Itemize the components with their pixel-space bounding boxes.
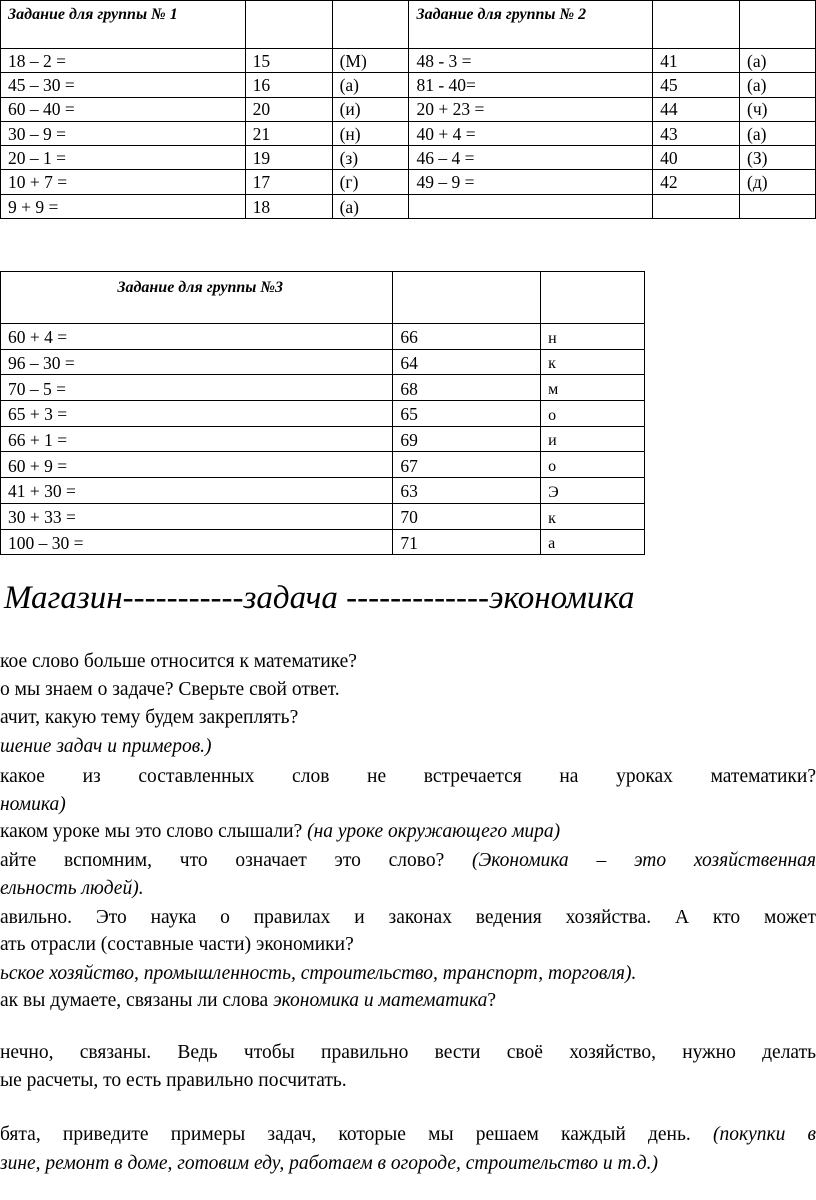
table-cell: 10 + 7 =	[1, 170, 246, 194]
table-cell: 96 – 30 =	[1, 349, 393, 375]
italic-text: шение задач и примеров.)	[0, 737, 212, 757]
text-segment: авильно. Это наука о правилах и законах ведения хозяйства. А кто может	[0, 908, 816, 928]
table-cell: 64	[393, 349, 541, 375]
table-cell: (и)	[332, 97, 409, 121]
italic-text: ьское хозяйство, промышленность, строительство, транспорт, торговля).	[0, 964, 637, 984]
italic-text: (на уроке окружающего мира)	[307, 822, 561, 842]
table-cell: (з)	[332, 146, 409, 170]
table-cell: 20 + 23 =	[409, 97, 653, 121]
table-row	[1, 426, 645, 452]
italic-text: (Экономика – это хозяйственная	[472, 851, 816, 871]
table-header-row	[1, 272, 645, 324]
table-cell: (З)	[740, 146, 816, 170]
table-cell: 16	[245, 73, 332, 97]
text-line	[0, 908, 816, 928]
table-cell: к	[541, 349, 645, 375]
table-cell	[740, 194, 816, 218]
text-segment: ые расчеты, то есть правильно посчитать.	[0, 1071, 347, 1091]
table-row	[1, 478, 645, 504]
text-line	[0, 795, 816, 815]
group-tasks-table-1-2	[0, 0, 816, 219]
text-line	[0, 708, 816, 728]
table-cell: (М)	[332, 49, 409, 73]
table-cell: 41 + 30 =	[1, 478, 393, 504]
text-line	[0, 822, 816, 842]
table-cell: 66 + 1 =	[1, 426, 393, 452]
italic-text: ельность людей).	[0, 879, 144, 899]
table-row	[1, 194, 816, 218]
italic-text: экономика и математика	[273, 991, 488, 1011]
table-cell: 43	[653, 121, 740, 145]
text-segment: ?	[487, 991, 497, 1011]
table-cell: 71	[393, 529, 541, 555]
table-cell: 68	[393, 375, 541, 401]
text-segment: ачит, какую тему будем закреплять?	[0, 708, 299, 728]
table-cell: 46 – 4 =	[409, 146, 653, 170]
table-cell: 18 – 2 =	[1, 49, 246, 73]
table-header-cell	[332, 1, 409, 49]
text-line	[0, 767, 816, 787]
table-cell: 81 - 40=	[409, 73, 653, 97]
table-cell: 30 – 9 =	[1, 121, 246, 145]
table-row	[1, 324, 645, 350]
table-header-row	[1, 1, 816, 49]
table-cell: 63	[393, 478, 541, 504]
text-segment: ать отрасли (составные части) экономики?	[0, 935, 354, 955]
table-cell: 60 – 40 =	[1, 97, 246, 121]
table-row	[1, 452, 645, 478]
table-cell: (а)	[332, 73, 409, 97]
table-cell: м	[541, 375, 645, 401]
text-line	[0, 935, 816, 955]
table-row	[1, 146, 816, 170]
table-cell: 48 - 3 =	[409, 49, 653, 73]
table-row	[1, 170, 816, 194]
table-cell: (а)	[332, 194, 409, 218]
table-cell: 49 – 9 =	[409, 170, 653, 194]
text-line	[0, 1071, 816, 1091]
table-header-cell	[740, 1, 816, 49]
table-row	[1, 375, 645, 401]
group-tasks-table-3	[0, 271, 645, 555]
text-line	[0, 879, 816, 899]
italic-text: номика)	[0, 795, 66, 815]
table-cell: 40 + 4 =	[409, 121, 653, 145]
table-cell: а	[541, 529, 645, 555]
text-segment: каком уроке мы это слово слышали?	[0, 822, 308, 842]
table-cell: 45	[653, 73, 740, 97]
text-line	[0, 737, 816, 757]
section-heading: Магазин-----------задача -------------экономика	[4, 580, 635, 616]
table-cell: 20	[245, 97, 332, 121]
table-cell: 69	[393, 426, 541, 452]
text-segment: айте вспомним, что означает это слово?	[0, 851, 473, 871]
table-header-cell: Задание для группы №3	[1, 272, 393, 324]
table-row	[1, 529, 645, 555]
table-cell: 42	[653, 170, 740, 194]
table-cell: 60 + 9 =	[1, 452, 393, 478]
text-segment: бята, приведите примеры задач, которые мы решаем каждый день.	[0, 1125, 713, 1145]
table-cell: и	[541, 426, 645, 452]
text-line	[0, 1043, 816, 1063]
table-cell: (а)	[740, 49, 816, 73]
table-cell: (а)	[740, 73, 816, 97]
text-segment: кое слово больше относится к математике?	[0, 652, 357, 672]
table-row	[1, 121, 816, 145]
text-line	[0, 1125, 816, 1145]
table-header-cell	[393, 272, 541, 324]
table-cell: 70	[393, 503, 541, 529]
table-cell: н	[541, 324, 645, 350]
table-row	[1, 349, 645, 375]
table-cell: 60 + 4 =	[1, 324, 393, 350]
table-cell: о	[541, 452, 645, 478]
table-cell: 44	[653, 97, 740, 121]
table-cell: 21	[245, 121, 332, 145]
text-line	[0, 680, 816, 700]
table-cell	[653, 194, 740, 218]
table-cell: 45 – 30 =	[1, 73, 246, 97]
table-row	[1, 401, 645, 427]
table-header-cell: Задание для группы № 2	[409, 1, 653, 49]
table-cell: 19	[245, 146, 332, 170]
table-cell: 17	[245, 170, 332, 194]
text-line	[0, 851, 816, 871]
text-line	[0, 964, 816, 984]
table-cell: 65 + 3 =	[1, 401, 393, 427]
text-segment: какое из составленных слов не встречается на уроках математики?	[0, 767, 816, 787]
text-line	[0, 652, 816, 672]
italic-text: зине, ремонт в доме, готовим еду, работаем в огороде, строительство и т.д.)	[0, 1154, 658, 1174]
table-cell: (д)	[740, 170, 816, 194]
text-line	[0, 1154, 816, 1174]
table-header-cell	[245, 1, 332, 49]
table-cell: 66	[393, 324, 541, 350]
table-cell: Э	[541, 478, 645, 504]
text-segment: нечно, связаны. Ведь чтобы правильно вести своё хозяйство, нужно делать	[0, 1043, 816, 1063]
table-cell: 18	[245, 194, 332, 218]
table-cell: (г)	[332, 170, 409, 194]
table-cell: (ч)	[740, 97, 816, 121]
table-cell: (а)	[740, 121, 816, 145]
table-cell: 41	[653, 49, 740, 73]
text-segment: о мы знаем о задаче? Сверьте свой ответ.	[0, 680, 340, 700]
table-row	[1, 97, 816, 121]
table-cell: 67	[393, 452, 541, 478]
text-segment: ак вы думаете, связаны ли слова	[0, 991, 274, 1011]
italic-text: (покупки в	[712, 1125, 816, 1145]
table-cell: о	[541, 401, 645, 427]
text-line	[0, 991, 816, 1011]
table-cell: 70 – 5 =	[1, 375, 393, 401]
table-cell: (н)	[332, 121, 409, 145]
table-cell: к	[541, 503, 645, 529]
table-row	[1, 49, 816, 73]
table-cell: 100 – 30 =	[1, 529, 393, 555]
table-row	[1, 503, 645, 529]
table-header-cell: Задание для группы № 1	[1, 1, 246, 49]
table-cell: 40	[653, 146, 740, 170]
table-cell	[409, 194, 653, 218]
table-cell: 15	[245, 49, 332, 73]
table-row	[1, 73, 816, 97]
table-cell: 20 – 1 =	[1, 146, 246, 170]
table-header-cell	[541, 272, 645, 324]
table-cell: 65	[393, 401, 541, 427]
table-header-cell	[653, 1, 740, 49]
table-cell: 9 + 9 =	[1, 194, 246, 218]
table-cell: 30 + 33 =	[1, 503, 393, 529]
